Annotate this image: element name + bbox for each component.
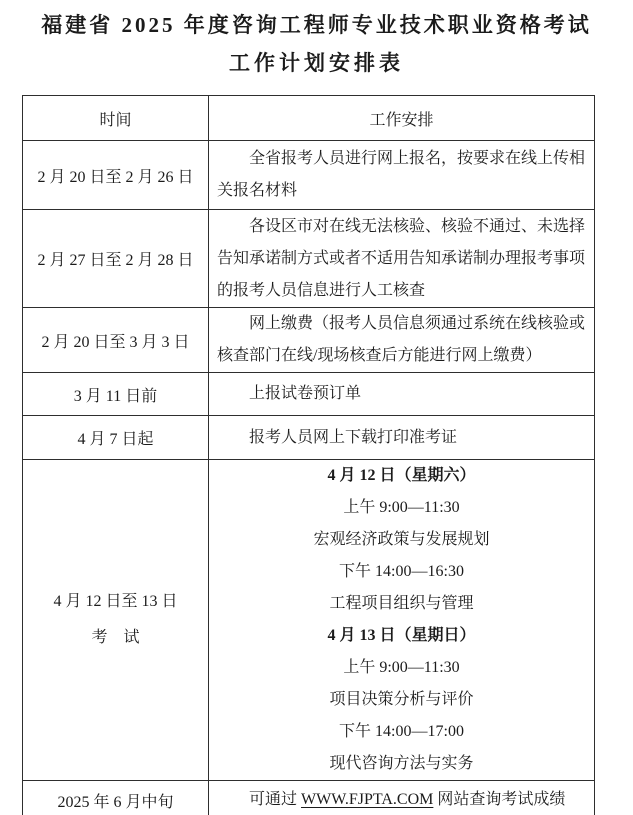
exam-day1-morning-subject: 宏观经济政策与发展规划 — [313, 531, 490, 548]
exam-day1-date: 4 月 12 日（星期六） — [327, 467, 476, 484]
table-row-online-payment — [23, 308, 595, 373]
table-row-print-admission — [23, 416, 595, 460]
table-header-row — [23, 96, 595, 141]
table-row-registration — [23, 141, 595, 210]
exam-day1-morning-time: 上午 9:00—11:30 — [343, 499, 460, 516]
document-title — [0, 0, 633, 82]
time-cell: 3 月 11 日前 — [23, 373, 209, 416]
work-cell: 报考人员网上下载打印准考证 — [209, 416, 595, 460]
results-text-suffix: 网站查询考试成绩 — [437, 791, 566, 808]
exam-date-range: 4 月 12 日至 13 日 — [53, 593, 178, 610]
work-cell: 各设区市对在线无法核验、核验不通过、未选择告知承诺制方式或者不适用告知承诺制办理报考事项的报考人员信息进行人工核查 — [209, 210, 595, 308]
work-cell-exam-schedule — [209, 460, 595, 781]
results-website-link[interactable]: WWW.FJPTA.COM — [301, 791, 434, 808]
exam-day2-date: 4 月 13 日（星期日） — [327, 627, 476, 644]
time-cell: 2 月 20 日至 2 月 26 日 — [23, 141, 209, 210]
work-cell-results — [209, 781, 595, 815]
title-line-2: 工作计划安排表 — [229, 51, 404, 75]
exam-day2-afternoon-subject: 现代咨询方法与实务 — [329, 755, 474, 772]
results-text-prefix: 可通过 — [249, 791, 302, 808]
work-cell: 上报试卷预订单 — [209, 373, 595, 416]
exam-label: 考 试 — [91, 629, 140, 646]
time-cell: 2025 年 6 月中旬 — [23, 781, 209, 815]
table-row-manual-verification — [23, 210, 595, 308]
table-row-results — [23, 781, 595, 815]
exam-day2-morning-subject: 项目决策分析与评价 — [329, 691, 474, 708]
time-cell: 4 月 7 日起 — [23, 416, 209, 460]
time-cell-exam — [23, 460, 209, 781]
header-cell-work: 工作安排 — [209, 96, 595, 141]
exam-day2-afternoon-time: 下午 14:00—17:00 — [339, 723, 464, 740]
header-cell-time: 时间 — [23, 96, 209, 141]
exam-day2-morning-time: 上午 9:00—11:30 — [343, 659, 460, 676]
exam-day1-afternoon-time: 下午 14:00—16:30 — [339, 563, 464, 580]
exam-day1-afternoon-subject: 工程项目组织与管理 — [329, 595, 474, 612]
schedule-table — [22, 95, 595, 815]
table-row-exam — [23, 460, 595, 781]
work-cell: 网上缴费（报考人员信息须通过系统在线核验或核查部门在线/现场核查后方能进行网上缴费） — [209, 308, 595, 373]
title-line-1: 福建省 2025 年度咨询工程师专业技术职业资格考试 — [41, 13, 592, 37]
table-row-paper-order — [23, 373, 595, 416]
time-cell: 2 月 20 日至 3 月 3 日 — [23, 308, 209, 373]
time-cell: 2 月 27 日至 2 月 28 日 — [23, 210, 209, 308]
work-cell: 全省报考人员进行网上报名，按要求在线上传相关报名材料 — [209, 141, 595, 210]
